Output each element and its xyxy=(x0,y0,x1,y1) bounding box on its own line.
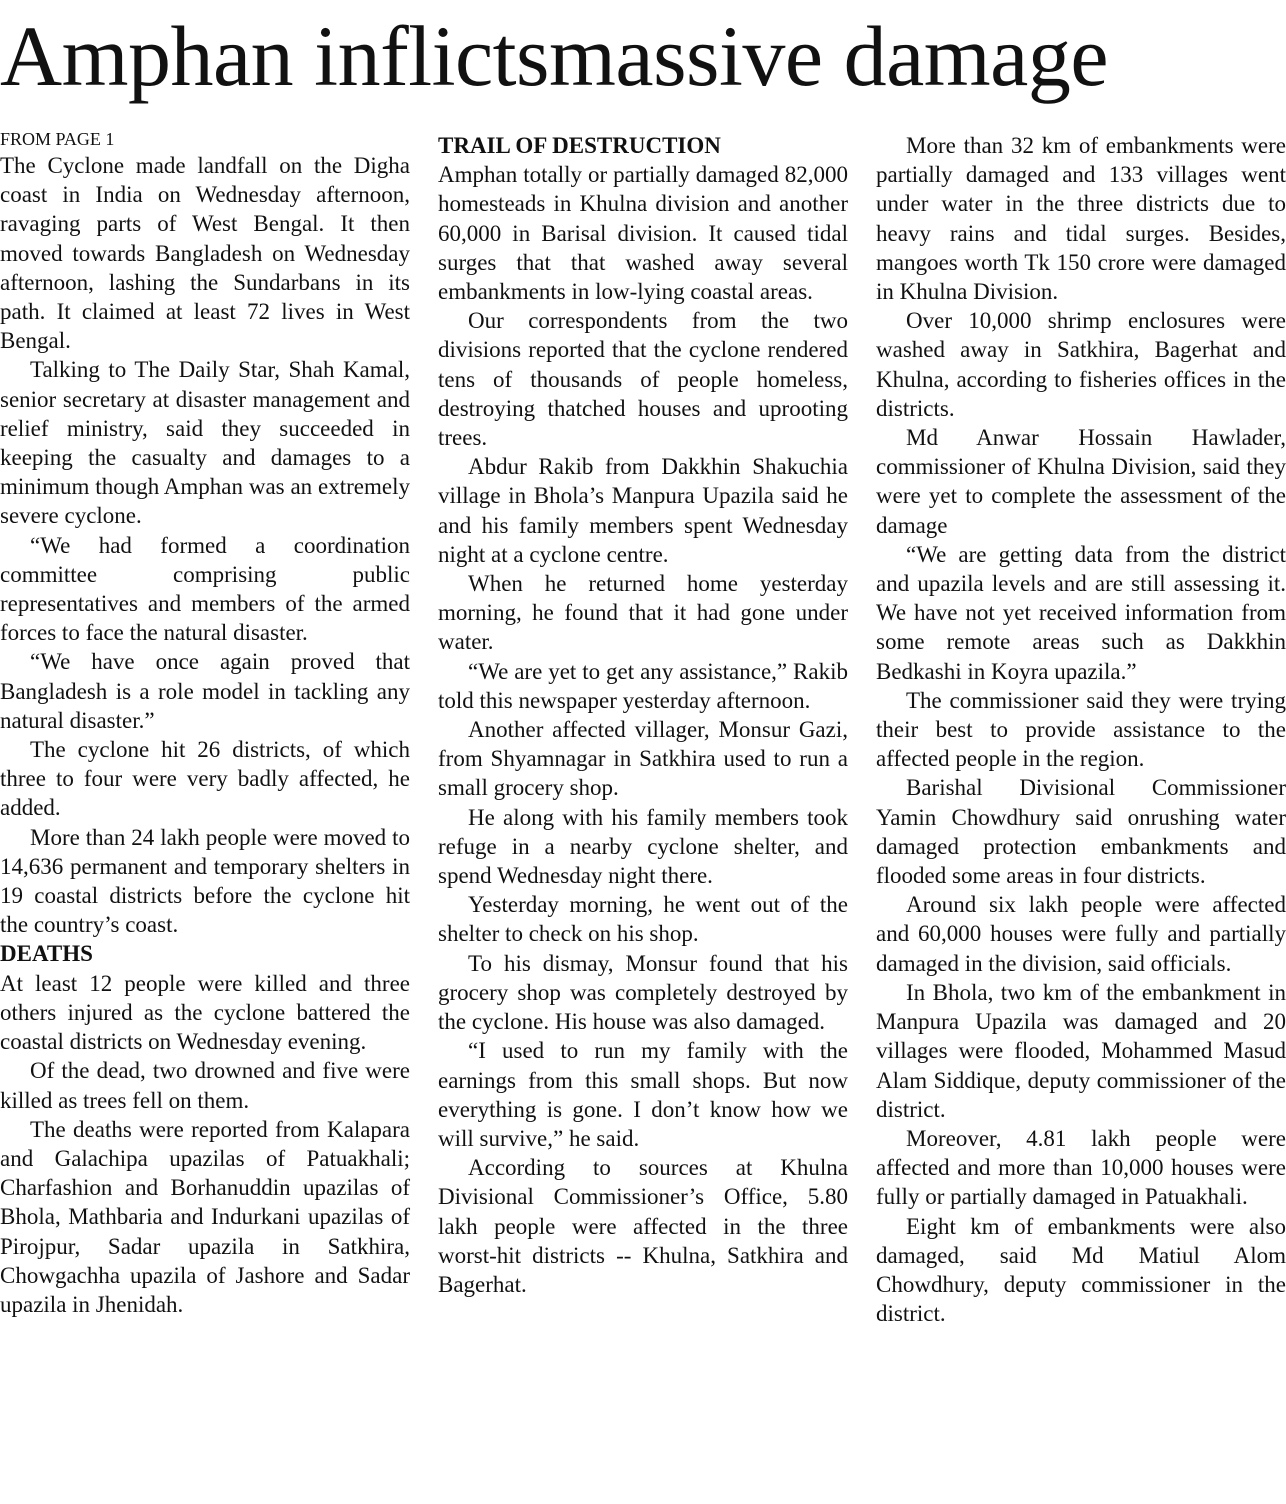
article-paragraph: When he returned home yesterday morning, he found that it had gone under water. xyxy=(438,571,848,655)
article-paragraph: Around six lakh people were affected and 60,000 houses were fully and partially damaged in the division, said officials. xyxy=(876,892,1286,976)
article-paragraph: “We had formed a coordination committee comprising public representatives and members of the armed forces to face the natural disaster. xyxy=(0,532,410,646)
article-column-1 xyxy=(0,128,410,1319)
article-paragraph: “We are yet to get any assistance,” Rakib told this newspaper yesterday afternoon. xyxy=(438,658,848,713)
article-column-2 xyxy=(438,128,848,1299)
section-subhead: DEATHS xyxy=(0,941,93,967)
article-paragraph: Over 10,000 shrimp enclosures were washed away in Satkhira, Bagerhat and Khulna, according to fisheries offices in the districts. xyxy=(876,308,1286,421)
article-paragraph: Talking to The Daily Star, Shah Kamal, senior secretary at disaster management and relief ministry, said they succeeded in keeping the casualty and damages to a minimum though Amphan was an extremely severe cyclone. xyxy=(0,357,410,529)
article-paragraph: Of the dead, two drowned and five were killed as trees fell on them. xyxy=(0,1058,410,1113)
section-subhead: TRAIL OF DESTRUCTION xyxy=(438,133,721,158)
article-paragraph: “We have once again proved that Bangladesh is a role model in tackling any natural disaster.” xyxy=(0,649,410,733)
article-paragraph: Abdur Rakib from Dakkhin Shakuchia village in Bhola’s Manpura Upazila said he and his family members spent Wednesday night at a cyclone centre. xyxy=(438,454,848,567)
article-paragraph: To his dismay, Monsur found that his grocery shop was completely destroyed by the cyclone. His house was also damaged. xyxy=(438,950,848,1035)
article-paragraph: In Bhola, two km of the embankment in Manpura Upazila was damaged and 20 villages were flooded, Mohammed Masud Alam Siddique, deputy commissioner of the district. xyxy=(876,979,1286,1122)
article-paragraph: Another affected villager, Monsur Gazi, from Shyamnagar in Satkhira used to run a small grocery shop. xyxy=(438,717,848,801)
article-paragraph: The commissioner said they were trying their best to provide assistance to the affected people in the region. xyxy=(876,687,1286,772)
article-paragraph: Eight km of embankments were also damaged, said Md Matiul Alom Chowdhury, deputy commissioner in the district. xyxy=(876,1213,1286,1327)
article-paragraph: Amphan totally or partially damaged 82,000 homesteads in Khulna division and another 60,000 in Barisal division. It caused tidal surges that that washed away several embankments in low-lying coastal areas. xyxy=(438,162,848,305)
article-paragraph: “I used to run my family with the earnings from this small shops. But now everything is gone. I don’t know how we will survive,” he said. xyxy=(438,1038,848,1151)
article-paragraph: More than 32 km of embankments were partially damaged and 133 villages went under water in the three districts due to heavy rains and tidal surges. Besides, mangoes worth Tk 150 crore were damaged in Khulna Division. xyxy=(876,133,1286,305)
article-paragraph: Barishal Divisional Commissioner Yamin Chowdhury said onrushing water damaged protection embankments and flooded some areas in four districts. xyxy=(876,775,1286,889)
article-paragraph: Yesterday morning, he went out of the shelter to check on his shop. xyxy=(438,892,848,947)
headline: Amphan inflictsmassive damage xyxy=(0,8,1108,104)
kicker-from-page: FROM PAGE 1 xyxy=(0,129,115,149)
article-column-3 xyxy=(876,128,1286,1328)
article-paragraph: “We are getting data from the district and upazila levels and are still assessing it. We have not yet received information from some remote areas such as Dakkhin Bedkashi in Koyra upazila.” xyxy=(876,541,1286,684)
article-paragraph: According to sources at Khulna Divisional Commissioner’s Office, 5.80 lakh people were affected in the three worst-hit districts -- Khulna, Satkhira and Bagerhat. xyxy=(438,1155,848,1297)
article-paragraph: The Cyclone made landfall on the Digha coast in India on Wednesday afternoon, ravaging parts of West Bengal. It then moved towards Bangladesh on Wednesday afternoon, lashing the Sundarbans in its path. It claimed at least 72 lives in West Bengal. xyxy=(0,153,410,354)
article-paragraph: The deaths were reported from Kalapara and Galachipa upazilas of Patuakhali; Charfashion and Borhanuddin upazilas of Bhola, Mathbaria and Indurkani upazilas of Pirojpur, Sadar upazila in Satkhira, Chowgachha upazila of Jashore and Sadar upazila in Jhenidah. xyxy=(0,1116,410,1317)
article-paragraph: Md Anwar Hossain Hawlader, commissioner of Khulna Division, said they were yet to complete the assessment of the damage xyxy=(876,425,1286,538)
article-paragraph: At least 12 people were killed and three others injured as the cyclone battered the coastal districts on Wednesday evening. xyxy=(0,970,410,1055)
article-paragraph: More than 24 lakh people were moved to 14,636 permanent and temporary shelters in 19 coastal districts before the cyclone hit the country’s coast. xyxy=(0,824,410,938)
article-paragraph: The cyclone hit 26 districts, of which three to four were very badly affected, he added. xyxy=(0,737,410,821)
article-paragraph: Moreover, 4.81 lakh people were affected and more than 10,000 houses were fully or partially damaged in Patuakhali. xyxy=(876,1125,1286,1210)
article-paragraph: He along with his family members took refuge in a nearby cyclone shelter, and spend Wednesday night there. xyxy=(438,804,848,889)
article-paragraph: Our correspondents from the two divisions reported that the cyclone rendered tens of thousands of people homeless, destroying thatched houses and uprooting trees. xyxy=(438,308,848,451)
